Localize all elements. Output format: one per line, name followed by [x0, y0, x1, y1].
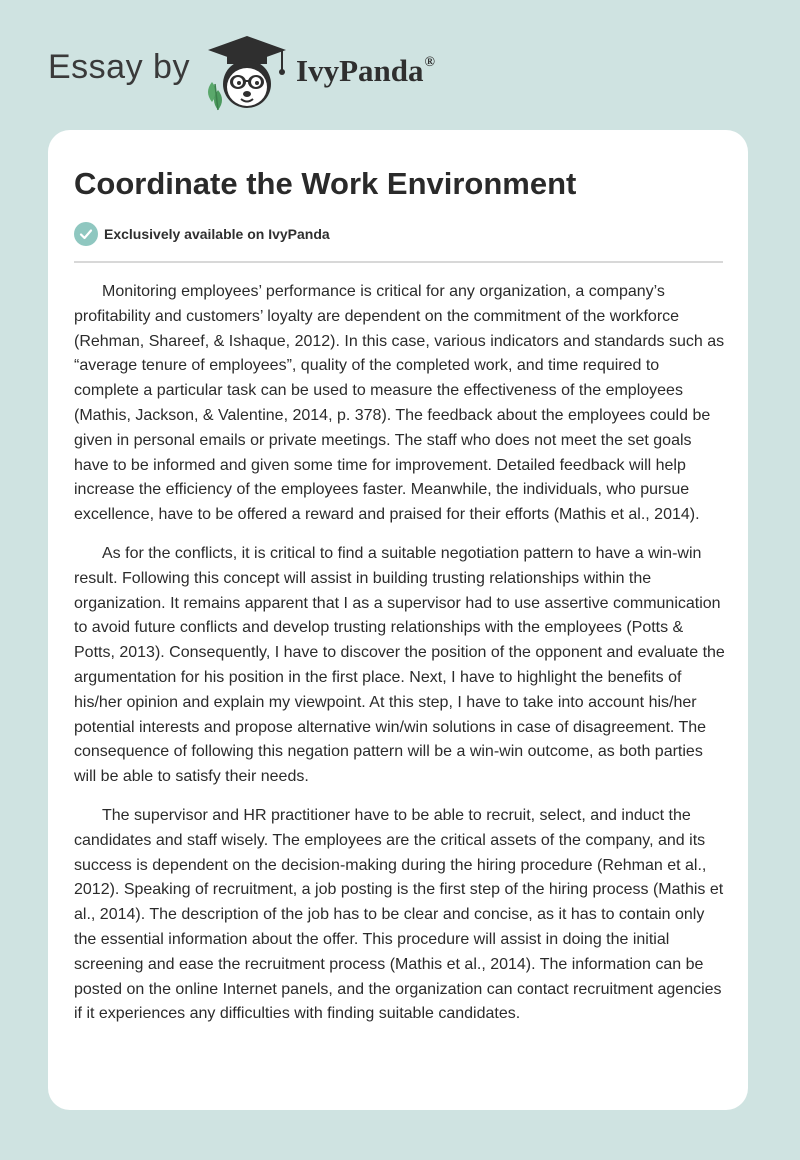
essay-by-label: Essay by	[48, 48, 190, 86]
exclusive-label: Exclusively available on IvyPanda	[104, 226, 330, 242]
site-header	[0, 0, 800, 128]
article-title: Coordinate the Work Environment	[74, 166, 577, 201]
exclusive-notice	[74, 222, 330, 246]
brand-name[interactable]	[296, 53, 435, 89]
registered-mark: ®	[424, 54, 435, 70]
check-icon	[74, 222, 98, 246]
panda-logo-icon[interactable]	[200, 34, 295, 112]
article-body	[74, 280, 726, 1041]
brand-text: IvyPanda	[296, 53, 424, 88]
divider	[74, 261, 723, 263]
article-card	[48, 130, 748, 1110]
paragraph-3: The supervisor and HR practitioner have to be able to recruit, select, and induct the candidates and staff wisely. The employees are the critical assets of the company, and its success is dependent on the decision-making during the hiring procedure (Rehman et al., 2012). Speaking of recruitment, a job posting is the first step of the hiring process (Mathis et al., 2014). The description of the job has to be clear and concise, as it has to contain only the essential information about the offer. This procedure will assist in doing the initial screening and ease the recruitment process (Mathis et al., 2014). The information can be posted on the online Internet panels, and the organization can contact recruitment agencies if it experiences any difficulties with finding suitable candidates.	[74, 806, 724, 1023]
paragraph-2: As for the conflicts, it is critical to find a suitable negotiation pattern to have a win-win result. Following this concept will assist in building trusting relationships within the organization. It remains apparent that I as a supervisor had to use assertive communication to avoid future conflicts and develop trusting relationships with the employees (Potts & Potts, 2013). Consequently, I have to discover the position of the opponent and evaluate the argumentation for his position in the first place. Next, I have to highlight the benefits of his/her opinion and explain my viewpoint. At this step, I have to take into account his/her potential interests and propose alternative win/win solutions in case of disagreement. The consequence of following this negation pattern will be a win-win outcome, as both parties will be able to satisfy their needs.	[74, 544, 725, 786]
paragraph-1: Monitoring employees’ performance is critical for any organization, a company’s profitability and customers’ loyalty are dependent on the commitment of the workforce (Rehman, Shareef, & Ishaque, 2012). In this case, various indicators and standards such as “average tenure of employees”, quality of the completed work, and time required to complete a particular task can be used to measure the effectiveness of the employees (Mathis, Jackson, & Valentine, 2014, p. 378). The feedback about the employees could be given in personal emails or private meetings. The staff who does not meet the set goals have to be informed and given some time for improvement. Detailed feedback will help increase the efficiency of the employees faster. Meanwhile, the individuals, who pursue excellence, have to be offered a reward and praised for their efforts (Mathis et al., 2014).	[74, 283, 725, 524]
